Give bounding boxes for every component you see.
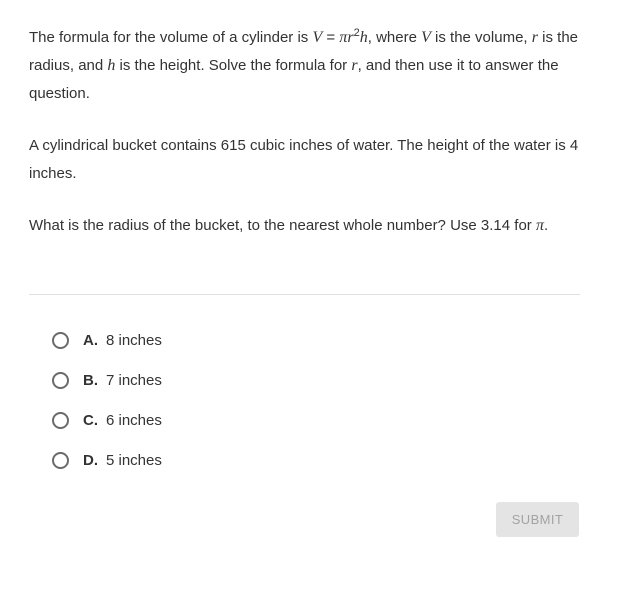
question-formula-paragraph: The formula for the volume of a cylinder is $V = \pi r^2h$, where V is the volume, r is the radius, and h is the height. Solve the formula for r, and then use it to answer the question. bbox=[29, 27, 579, 102]
radio-button-d[interactable] bbox=[52, 452, 69, 469]
radio-button-a[interactable] bbox=[52, 332, 69, 349]
choice-letter: B. bbox=[83, 371, 98, 389]
choice-c[interactable] bbox=[52, 400, 162, 440]
choice-text: 7 inches bbox=[106, 371, 162, 389]
choice-text: 5 inches bbox=[106, 451, 162, 469]
question-scenario-paragraph: A cylindrical bucket contains 615 cubic inches of water. The height of the water is 4 inches. bbox=[29, 137, 579, 182]
question-text bbox=[29, 24, 585, 264]
choice-d[interactable] bbox=[52, 440, 162, 480]
question-prompt-paragraph: What is the radius of the bucket, to the nearest whole number? Use 3.14 for π. bbox=[29, 217, 549, 234]
submit-button[interactable]: SUBMIT bbox=[496, 502, 579, 537]
radio-button-c[interactable] bbox=[52, 412, 69, 429]
divider bbox=[29, 294, 580, 295]
choice-b[interactable] bbox=[52, 360, 162, 400]
choice-letter: D. bbox=[83, 451, 98, 469]
choice-text: 6 inches bbox=[106, 411, 162, 429]
choice-text: 8 inches bbox=[106, 331, 162, 349]
radio-button-b[interactable] bbox=[52, 372, 69, 389]
choice-letter: A. bbox=[83, 331, 98, 349]
choice-a[interactable] bbox=[52, 320, 162, 360]
choice-letter: C. bbox=[83, 411, 98, 429]
answer-choices bbox=[52, 320, 162, 480]
